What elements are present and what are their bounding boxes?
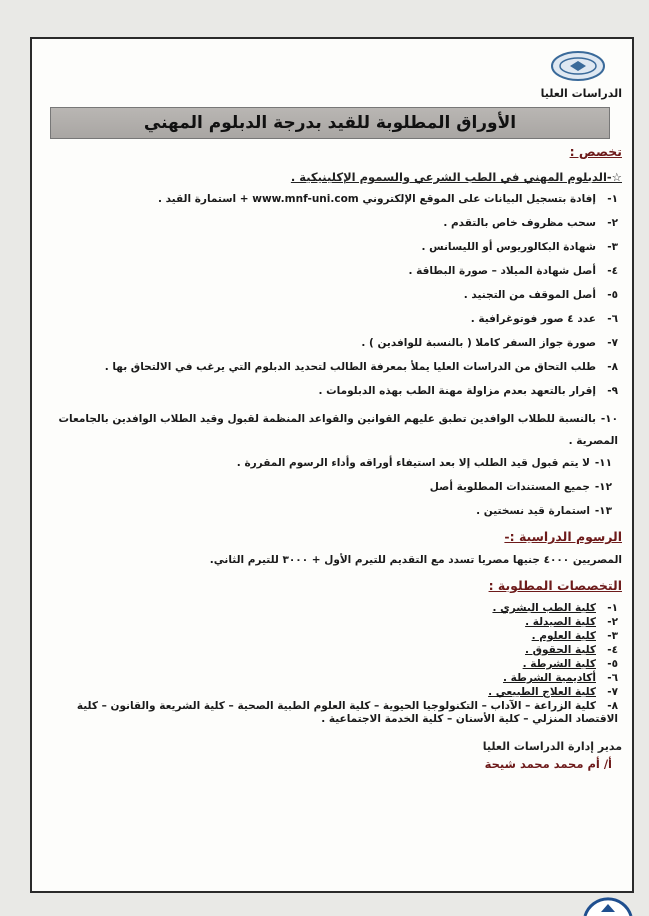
list-item: ٣-شهادة البكالوريوس أو الليسانس . [421,241,618,253]
list-item: ٧-صورة جواز السفر كاملا ( بالنسبة للوافدين ) . [361,337,618,349]
signature-name: أ/ أم محمد محمد شيحة [484,757,612,771]
document-title: الأوراق المطلوبة للقيد بدرجة الدبلوم المهني [50,107,610,139]
list-item: ٤-كلية الحقوق . [525,644,618,656]
list-item: ١-إفادة بتسجيل البيانات على الموقع الإلكتروني www.mnf-uni.com + استمارة القيد . [157,193,618,205]
office-name: الدراسات العليا [540,87,622,100]
list-item: ٩-إقرار بالتعهد بعدم مزاولة مهنة الطب بهذه الدبلومات . [318,385,618,397]
diploma-name: ☆-الدبلوم المهني في الطب الشرعي والسموم الإكلينيكية . [290,170,622,184]
list-item: ٥-كلية الشرطة . [522,658,618,670]
faculties-heading: التخصصات المطلوبة : [488,578,622,593]
fees-text: المصريين ٤٠٠٠ جنيها مصريا تسدد مع التقديم للتيرم الأول + ٣٠٠٠ للتيرم الثاني. [209,554,622,566]
fees-heading: الرسوم الدراسية :- [504,529,622,544]
specialization-label: تخصص : [569,144,622,159]
faculties-list [46,602,622,726]
list-item: ٨-طلب التحاق من الدراسات العليا يملأ بمعرفة الطالب لتحديد الدبلوم التي يرغب في الالتحاق بها . [104,361,618,373]
list-item: ٤-أصل شهادة الميلاد – صورة البطاقة . [408,265,618,277]
list-item: ٣-كلية العلوم . [531,630,618,642]
document-page [30,37,634,893]
list-item: ١١-لا يتم قبول قيد الطلب إلا بعد استيفاء أوراقه وأداء الرسوم المقررة . [236,457,612,469]
university-logo-icon [550,49,606,83]
signature-role: مدير إدارة الدراسات العليا [482,740,622,753]
list-item: ١٢-جميع المستندات المطلوبة أصل [429,481,612,493]
document-body [46,143,622,773]
list-item: ٢-سحب مظروف خاص بالتقدم . [443,217,618,229]
signature-block [46,738,622,773]
list-item: ١٣-استمارة قيد نسختين . [476,505,612,517]
list-item: ٦-أكاديمية الشرطة . [503,672,618,684]
list-item: ٥-أصل الموقف من التجنيد . [463,289,618,301]
list-item: ١٠-بالنسبة للطلاب الوافدين تطبق عليهم القوانين والقواعد المنظمة لقبول وقيد الطلاب الوافدين بالجامعات المصرية . [58,413,618,447]
list-item: ٢-كلية الصيدلة . [525,616,618,628]
list-item: ٧-كلية العلاج الطبيعي . [488,686,618,698]
scroll-up-icon[interactable] [581,886,635,916]
list-item: ٨-كلية الزراعة – الآداب – التكنولوجيا الحيوية – كلية العلوم الطبية الصحية – كلية الشريعة والقانون – كلية الاقتصاد المنزلي – كلية الأسنان – كلية الخدمة الاجتماعية . [76,700,618,725]
list-item: ١-كلية الطب البشري . [492,602,618,614]
list-item: ٦-عدد ٤ صور فوتوغرافية . [470,313,618,325]
requirements-list [46,192,622,518]
